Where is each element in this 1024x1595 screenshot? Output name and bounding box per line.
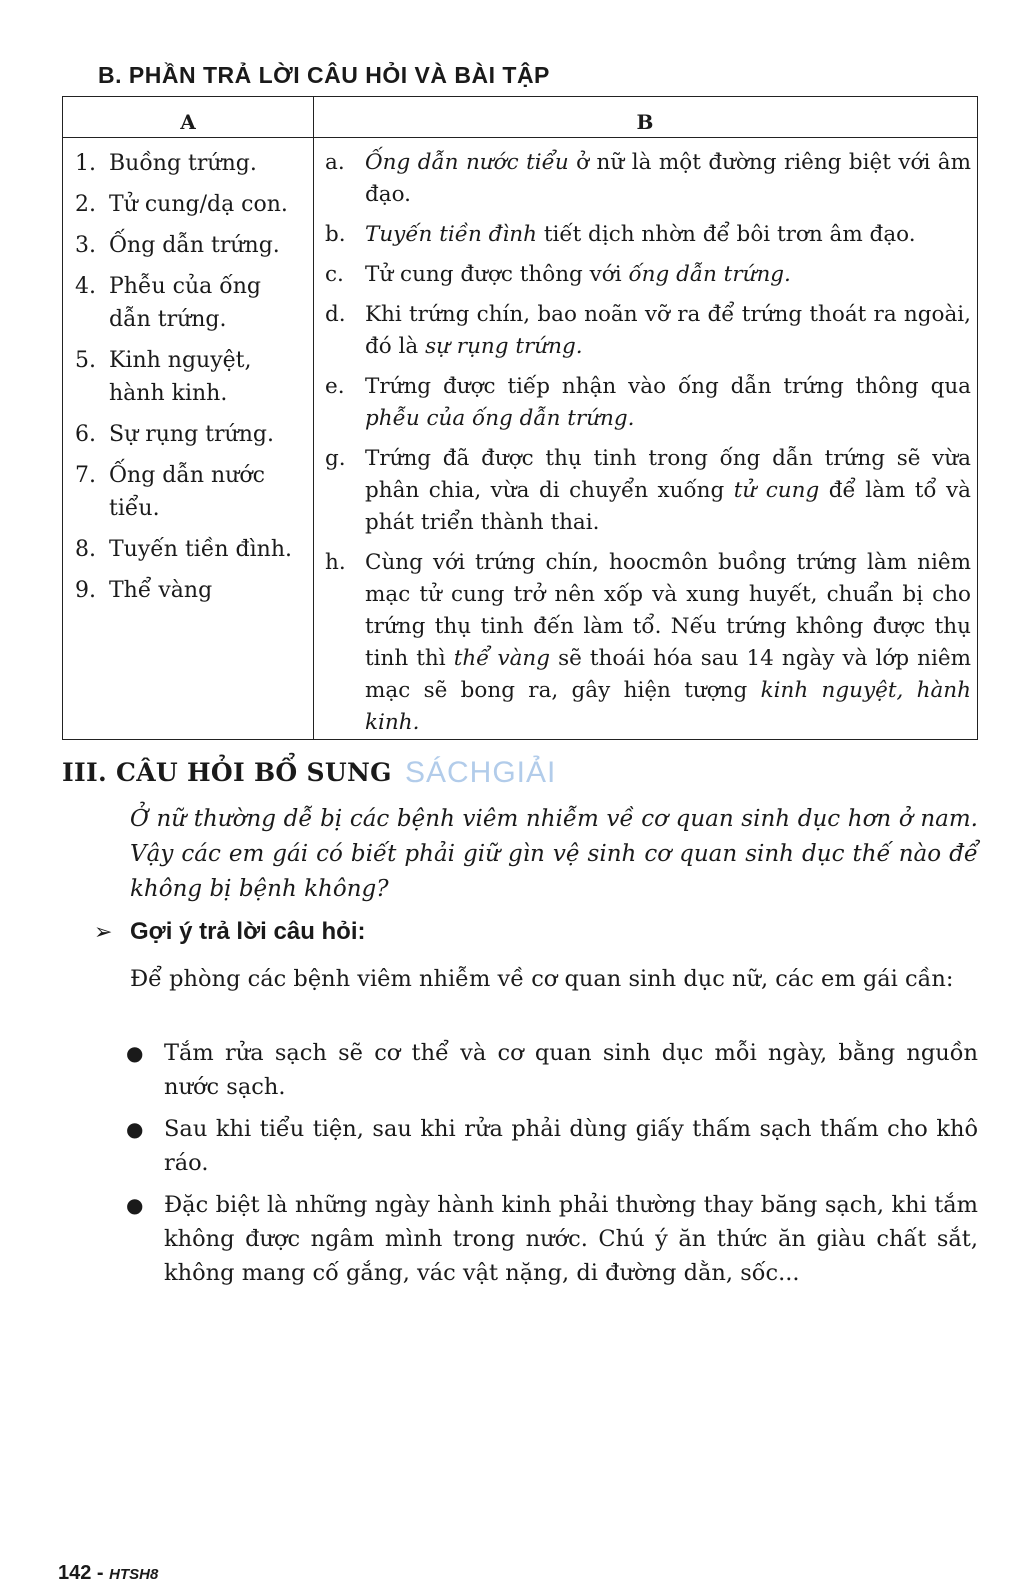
- list-item: [325, 371, 971, 435]
- column-a-header: A: [180, 110, 196, 134]
- list-item: [75, 270, 307, 336]
- bullet-icon: ●: [126, 1193, 144, 1217]
- hint-heading-text: Gợi ý trả lời câu hỏi:: [130, 918, 366, 945]
- column-divider: [313, 97, 314, 739]
- bullet-text: Tắm rửa sạch sẽ cơ thể và cơ quan sinh dục mỗi ngày, bằng nguồn nước sạch.: [164, 1040, 978, 1100]
- list-item: [75, 418, 307, 451]
- list-item: [325, 147, 971, 211]
- page-number: 142 -: [58, 1562, 104, 1584]
- item-number: 8.: [75, 537, 96, 562]
- item-letter: e.: [325, 374, 345, 399]
- list-item: [126, 1112, 978, 1180]
- item-text: Sự rụng trứng.: [109, 422, 274, 447]
- item-letter: a.: [325, 150, 345, 175]
- item-text: Tử cung/dạ con.: [109, 192, 288, 217]
- list-item: [126, 1036, 978, 1104]
- matching-table: [62, 96, 978, 740]
- emphasized-term: thể vàng: [453, 646, 551, 671]
- item-text: [365, 443, 971, 539]
- item-text: Buồng trứng.: [109, 151, 257, 176]
- list-item: [325, 219, 971, 251]
- answer-bullets: [126, 1036, 978, 1298]
- item-text: [365, 259, 971, 291]
- answer-intro: Để phòng các bệnh viêm nhiễm về cơ quan sinh dục nữ, các em gái cần:: [130, 966, 954, 992]
- emphasized-term: tử cung: [733, 478, 820, 503]
- list-item: [75, 188, 307, 221]
- list-item: [75, 574, 307, 607]
- watermark-logo: SÁCHGIẢI: [405, 756, 557, 789]
- list-item: [75, 533, 307, 566]
- item-number: 1.: [75, 151, 96, 176]
- text-run: sẽ thoái hóa sau 14 ngày và lớp niêm mạc sẽ bong ra, gây hiện tượng: [365, 646, 972, 703]
- item-number: 9.: [75, 578, 96, 603]
- column-b-list: [325, 147, 971, 747]
- list-item: [75, 344, 307, 410]
- item-letter: g.: [325, 446, 346, 471]
- arrow-right-icon: ➢: [94, 919, 113, 944]
- column-a-list: [75, 147, 307, 615]
- emphasized-term: kinh nguyệt, hành kinh.: [365, 678, 971, 735]
- book-code: HTSH8: [109, 1566, 159, 1583]
- list-item: [75, 459, 307, 525]
- item-number: 7.: [75, 463, 96, 488]
- list-item: [325, 259, 971, 291]
- supplementary-question: Ở nữ thường dễ bị các bệnh viêm nhiễm về cơ quan sinh dục hơn ở nam. Vậy các em gái có biết phải giữ gìn vệ sinh cơ quan sinh dục thế nào để không bị bệnh không?: [130, 806, 978, 902]
- emphasized-term: Ống dẫn nước tiểu: [365, 150, 569, 175]
- bullet-text: Sau khi tiểu tiện, sau khi rửa phải dùng giấy thấm sạch thấm cho khô ráo.: [164, 1116, 978, 1176]
- list-item: [75, 229, 307, 262]
- header-divider: [63, 137, 977, 138]
- section-iii-title: III. CÂU HỎI BỔ SUNG: [62, 758, 392, 787]
- item-text: [365, 147, 971, 211]
- item-number: 3.: [75, 233, 96, 258]
- page-footer: [58, 1562, 158, 1585]
- item-number: 4.: [75, 274, 96, 299]
- item-text: Ống dẫn nước tiểu.: [109, 463, 265, 521]
- item-letter: b.: [325, 222, 346, 247]
- item-text: [365, 547, 971, 739]
- item-text: [365, 371, 971, 435]
- emphasized-term: sự rụng trứng.: [425, 334, 583, 359]
- text-run: Cùng với trứng chín, hoocmôn buồng trứng làm niêm mạc tử cung trở nên xốp và xung huyết, chuẩn bị cho trứng thụ tinh đến làm tổ. Nếu trứng không được thụ tinh thì: [365, 550, 971, 671]
- item-number: 5.: [75, 348, 96, 373]
- bullet-icon: ●: [126, 1041, 144, 1065]
- section-b-title: B. PHẦN TRẢ LỜI CÂU HỎI VÀ BÀI TẬP: [98, 62, 550, 88]
- column-b-header: B: [636, 110, 654, 134]
- list-item: [75, 147, 307, 180]
- list-item: [325, 547, 971, 739]
- list-item: [325, 299, 971, 363]
- item-text: Ống dẫn trứng.: [109, 233, 280, 258]
- emphasized-term: phễu của ống dẫn trứng.: [365, 406, 635, 431]
- item-text: Tuyến tiền đình.: [109, 537, 292, 562]
- item-text: Kinh nguyệt, hành kinh.: [109, 348, 252, 406]
- item-letter: h.: [325, 550, 346, 575]
- text-run: để làm tổ và phát triển thành thai.: [365, 478, 972, 535]
- text-run: ở nữ là một đường riêng biệt với âm đạo.: [365, 150, 971, 207]
- item-text: [365, 219, 971, 251]
- item-text: [365, 299, 971, 363]
- item-number: 2.: [75, 192, 96, 217]
- item-letter: d.: [325, 302, 346, 327]
- emphasized-term: Tuyến tiền đình: [365, 222, 537, 247]
- bullet-icon: ●: [126, 1117, 144, 1141]
- emphasized-term: ống dẫn trứng.: [628, 262, 791, 287]
- text-run: Tử cung được thông với: [365, 262, 629, 287]
- hint-heading: [94, 918, 366, 946]
- item-letter: c.: [325, 262, 344, 287]
- text-run: Trứng đã được thụ tinh trong ống dẫn trứng sẽ vừa phân chia, vừa di chuyển xuống: [365, 446, 971, 503]
- item-text: Thể vàng: [109, 578, 213, 603]
- bullet-text: Đặc biệt là những ngày hành kinh phải thường thay băng sạch, khi tắm không được ngâm mình trong nước. Chú ý ăn thức ăn giàu chất sắt, không mang cố gắng, vác vật nặng, di đường dằn, sốc...: [164, 1192, 978, 1286]
- item-number: 6.: [75, 422, 96, 447]
- text-run: tiết dịch nhờn để bôi trơn âm đạo.: [537, 222, 916, 247]
- list-item: [325, 443, 971, 539]
- text-run: Trứng được tiếp nhận vào ống dẫn trứng thông qua: [365, 374, 971, 399]
- item-text: Phễu của ống dẫn trứng.: [109, 274, 261, 332]
- text-run: Khi trứng chín, bao noãn vỡ ra để trứng thoát ra ngoài, đó là: [365, 302, 971, 359]
- list-item: [126, 1188, 978, 1290]
